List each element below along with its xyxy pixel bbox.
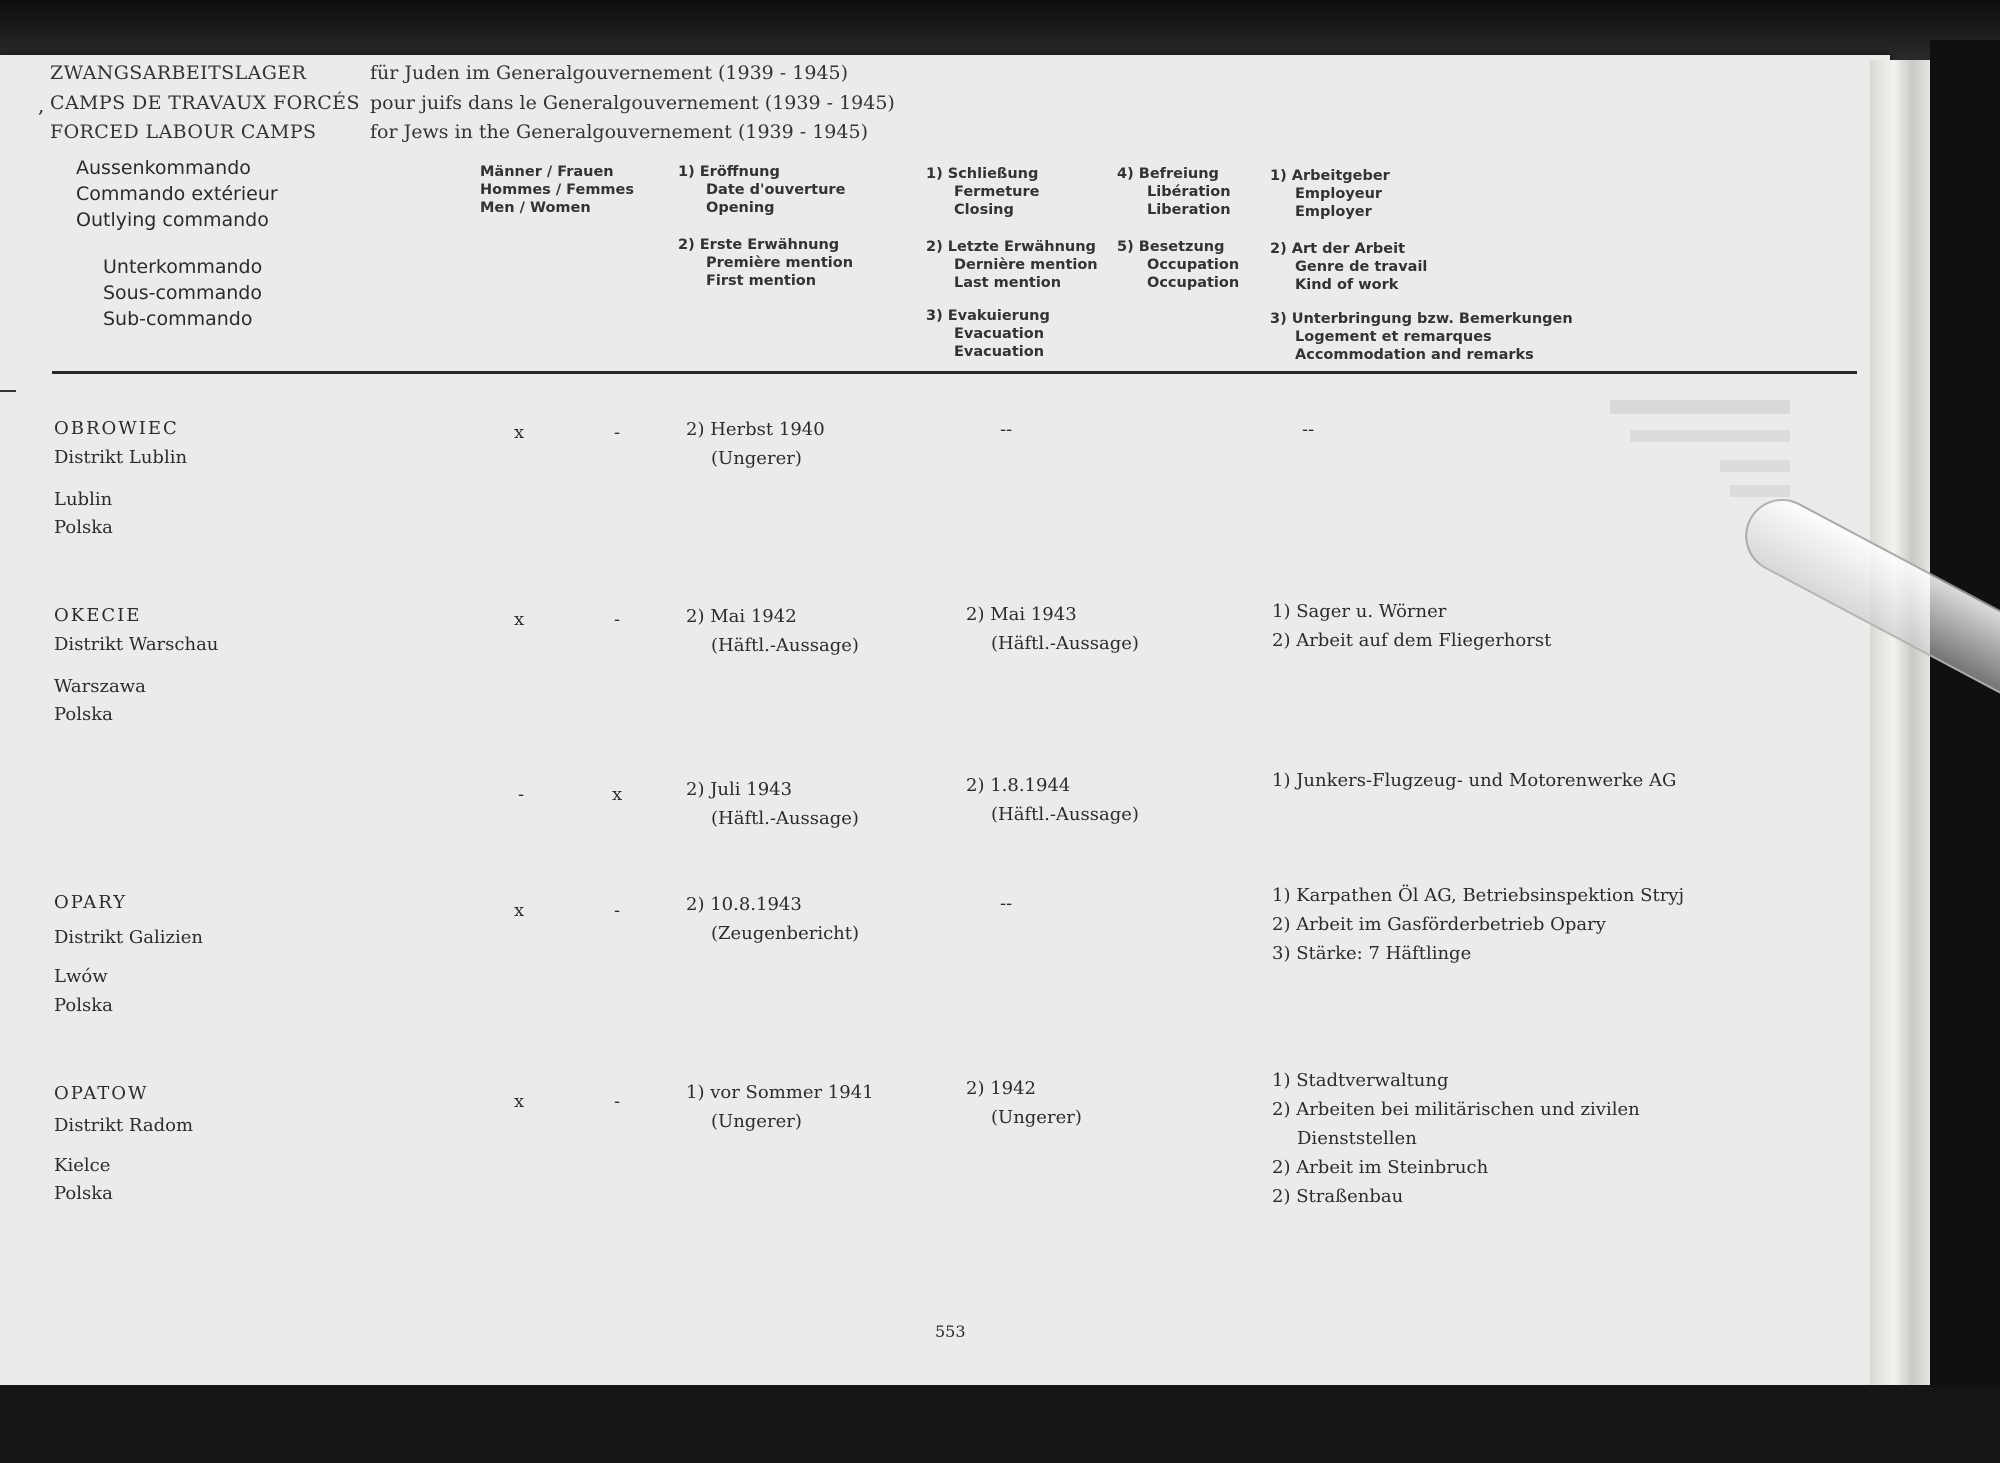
header-last-mention-de: 2) Letzte Erwähnung [926, 239, 1096, 255]
header-kind-of-work [1270, 240, 1427, 294]
header-remarks [1270, 310, 1573, 364]
header-closing-fr: Fermeture [954, 184, 1040, 200]
opening-line: 2) Herbst 1940 [686, 419, 825, 440]
header-opening-de: 1) Eröffnung [678, 164, 780, 180]
opening-line: 2) 10.8.1943 [686, 894, 802, 915]
opening-source: (Häftl.-Aussage) [711, 808, 859, 829]
header-occupation-de: 5) Besetzung [1117, 239, 1225, 255]
entry-closing [966, 600, 1139, 658]
entry-opening [686, 890, 859, 948]
header-liberation [1117, 165, 1231, 219]
entry-city: Warszawa [54, 676, 146, 697]
closing-line: 2) 1.8.1944 [966, 775, 1071, 796]
entry-city: Kielce [54, 1155, 111, 1176]
header-employer-de: 1) Arbeitgeber [1270, 168, 1390, 184]
header-employer-fr: Employeur [1295, 186, 1383, 202]
entry-women: x [612, 784, 623, 805]
entry-men: x [514, 900, 525, 921]
entry-name: OBROWIEC [54, 418, 179, 439]
header-remarks-en: Accommodation and remarks [1295, 347, 1534, 363]
employer-line: 1) Stadtverwaltung [1272, 1070, 1449, 1091]
subtitle-line-en: for Jews in the Generalgouvernement (1939 - 1945) [370, 121, 868, 143]
entry-name: OPARY [54, 892, 128, 913]
entry-district: Distrikt Lublin [54, 447, 188, 468]
header-first-mention-fr: Première mention [706, 255, 854, 271]
opening-source: (Ungerer) [711, 448, 802, 469]
header-last-mention-en: Last mention [954, 275, 1062, 291]
opening-line: 2) Mai 1942 [686, 606, 797, 627]
entry-city: Lublin [54, 489, 113, 510]
header-liberation-fr: Libération [1147, 184, 1231, 200]
header-employer [1270, 167, 1390, 221]
bullet-mark: , [38, 93, 45, 117]
header-occupation [1117, 238, 1239, 292]
entry-opening [686, 1078, 874, 1136]
entry-closing [966, 1074, 1082, 1132]
entry-country: Polska [54, 995, 113, 1016]
scanner-bottom-edge [0, 1385, 2000, 1463]
header-closing-de: 1) Schließung [926, 166, 1039, 182]
title-line-de: ZWANGSARBEITSLAGER [50, 62, 307, 84]
entry-men: x [514, 609, 525, 630]
opening-source: (Ungerer) [711, 1111, 802, 1132]
closing-line: -- [1000, 893, 1013, 914]
entry-district: Distrikt Radom [54, 1115, 194, 1136]
opening-source: (Häftl.-Aussage) [711, 635, 859, 656]
employer-line: 2) Arbeit auf dem Fliegerhorst [1272, 630, 1552, 651]
header-liberation-en: Liberation [1147, 202, 1231, 218]
closing-source: (Häftl.-Aussage) [991, 804, 1139, 825]
header-divider [52, 371, 1857, 374]
header-gender-en: Men / Women [480, 200, 591, 216]
closing-source: (Ungerer) [991, 1107, 1082, 1128]
title-line-fr: CAMPS DE TRAVAUX FORCÉS [50, 92, 360, 114]
entry-name: OPATOW [54, 1083, 149, 1104]
header-gender-de: Männer / Frauen [480, 164, 614, 180]
header-last-mention [926, 238, 1098, 292]
scanner-top-edge [0, 0, 2000, 60]
entry-employer-none: -- [1302, 419, 1315, 440]
header-opening-en: Opening [706, 200, 775, 216]
entry-country: Polska [54, 1183, 113, 1204]
employer-line: 2) Arbeit im Gasförderbetrieb Opary [1272, 914, 1606, 935]
header-opening [678, 163, 845, 217]
entry-men: x [514, 422, 525, 443]
sub-fr: Sous-commando [103, 282, 262, 304]
employer-line: 3) Stärke: 7 Häftlinge [1272, 943, 1472, 964]
opening-line: 2) Juli 1943 [686, 779, 793, 800]
employer-line: 1) Karpathen Öl AG, Betriebsinspektion Stryj [1272, 885, 1685, 906]
header-remarks-de: 3) Unterbringung bzw. Bemerkungen [1270, 311, 1573, 327]
header-closing [926, 165, 1040, 219]
employer-line: Dienststellen [1297, 1128, 1417, 1149]
header-first-mention-de: 2) Erste Erwähnung [678, 237, 840, 253]
subtitle-line-de: für Juden im Generalgouvernement (1939 - 1945) [370, 62, 849, 84]
entry-employer [1272, 597, 1551, 655]
header-last-mention-fr: Dernière mention [954, 257, 1098, 273]
header-kind-of-work-fr: Genre de travail [1295, 259, 1428, 275]
entry-closing [1000, 415, 1012, 444]
margin-mark [0, 390, 16, 392]
outlying-de: Aussenkommando [76, 157, 251, 179]
header-evacuation-fr: Evacuation [954, 326, 1045, 342]
entry-name: OKECIE [54, 605, 142, 626]
header-kind-of-work-en: Kind of work [1295, 277, 1399, 293]
header-gender [480, 163, 634, 217]
subtitle-line-fr: pour juifs dans le Generalgouvernement (1939 - 1945) [370, 92, 895, 114]
sub-en: Sub-commando [103, 308, 253, 330]
outlying-en: Outlying commando [76, 209, 269, 231]
header-evacuation-de: 3) Evakuierung [926, 308, 1050, 324]
employer-line: 2) Straßenbau [1272, 1186, 1404, 1207]
entry-city: Lwów [54, 966, 108, 987]
outlying-fr: Commando extérieur [76, 183, 278, 205]
entry-women: - [614, 422, 621, 443]
header-evacuation [926, 307, 1050, 361]
entry-district: Distrikt Galizien [54, 927, 203, 948]
opening-line: 1) vor Sommer 1941 [686, 1082, 874, 1103]
header-employer-en: Employer [1295, 204, 1372, 220]
header-evacuation-en: Evacuation [954, 344, 1045, 360]
employer-line: 2) Arbeiten bei militärischen und zivilen [1272, 1099, 1640, 1120]
entry-country: Polska [54, 704, 113, 725]
header-remarks-fr: Logement et remarques [1295, 329, 1492, 345]
scanner-right-edge [1930, 40, 2000, 1400]
closing-line: -- [1000, 419, 1013, 440]
sub-de: Unterkommando [103, 256, 263, 278]
bleed-through-shape [1610, 400, 1840, 520]
header-gender-fr: Hommes / Femmes [480, 182, 635, 198]
header-kind-of-work-de: 2) Art der Arbeit [1270, 241, 1406, 257]
entry-opening [686, 602, 859, 660]
header-opening-fr: Date d'ouverture [706, 182, 846, 198]
book-page-edges [1870, 60, 1930, 1385]
closing-source: (Häftl.-Aussage) [991, 633, 1139, 654]
opening-source: (Zeugenbericht) [711, 923, 860, 944]
header-first-mention [678, 236, 853, 290]
employer-line: 1) Sager u. Wörner [1272, 601, 1447, 622]
employer-line: 1) Junkers-Flugzeug- und Motorenwerke AG [1272, 770, 1677, 791]
title-line-en: FORCED LABOUR CAMPS [50, 121, 317, 143]
employer-line: 2) Arbeit im Steinbruch [1272, 1157, 1489, 1178]
entry-country: Polska [54, 517, 113, 538]
header-liberation-de: 4) Befreiung [1117, 166, 1219, 182]
header-closing-en: Closing [954, 202, 1014, 218]
entry-closing [1000, 889, 1012, 918]
entry-employer [1272, 881, 1684, 968]
header-first-mention-en: First mention [706, 273, 817, 289]
closing-line: 2) Mai 1943 [966, 604, 1077, 625]
entry-district: Distrikt Warschau [54, 634, 219, 655]
entry-women: - [614, 1091, 621, 1112]
entry-opening [686, 775, 859, 833]
entry-opening [686, 415, 825, 473]
page-number: 553 [935, 1322, 966, 1341]
entry-women: - [614, 900, 621, 921]
entry-employer [1272, 1066, 1640, 1211]
header-occupation-en: Occupation [1147, 275, 1240, 291]
entry-men: x [514, 1091, 525, 1112]
header-occupation-fr: Occupation [1147, 257, 1240, 273]
entry-closing [966, 771, 1139, 829]
closing-line: 2) 1942 [966, 1078, 1037, 1099]
entry-women: - [614, 609, 621, 630]
entry-men: - [518, 784, 525, 805]
entry-employer [1272, 766, 1676, 795]
